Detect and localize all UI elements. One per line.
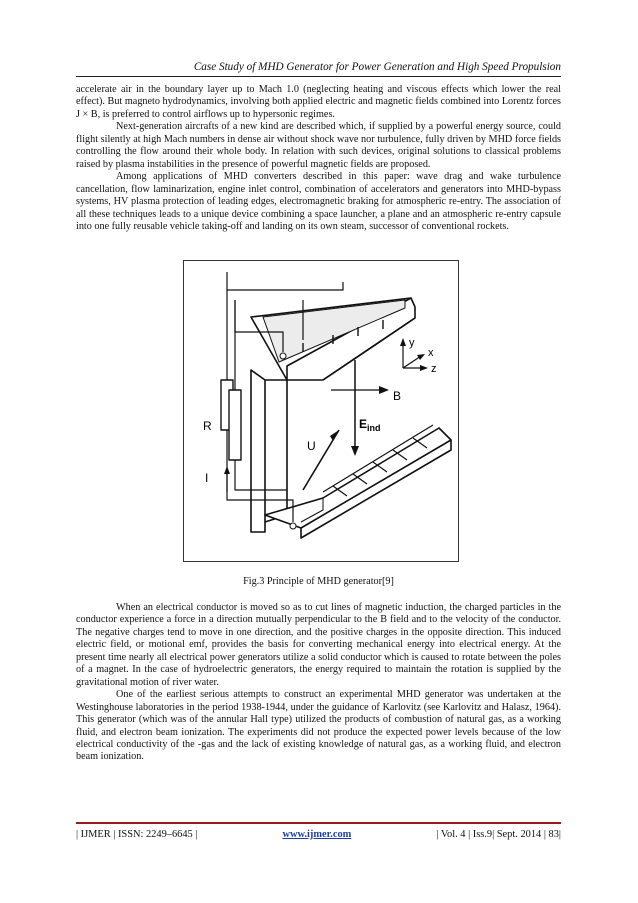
mhd-generator-diagram bbox=[183, 260, 459, 562]
paragraph: Among applications of MHD converters described in this paper: wave drag and wake turbulence cancellation, flow laminarization, engine inlet control, combination of accelerators and generators into MHD-bypass systems, HV plasma protection of leading edges, electromagnetic braking for atmospheric re-entry. The association of all these techniques leads to a unique device combining a space launcher, a plane and an atmospheric re-entry capsule into one fully reusable vehicle taking-off and landing on its own steam, successor of conventional rockets. bbox=[76, 171, 561, 232]
paragraph: Next-generation aircrafts of a new kind are described which, if supplied by a powerful energy source, could flight silently at high Mach numbers in dense air without shock wave nor turbulence, fully driven by MHD force fields controlling the flow around their whole body. In relation with such devices, original solutions to classical problems raised by plasma instabilities in the presence of powerful magnetic fields are proposed. bbox=[76, 121, 561, 170]
footer-rule bbox=[76, 822, 561, 824]
header-rule bbox=[76, 76, 561, 77]
figure-caption: Fig.3 Principle of MHD generator[9] bbox=[243, 576, 394, 587]
label-induced-field: $E_{ind}$ bbox=[359, 417, 381, 433]
label-velocity: U bbox=[307, 439, 316, 453]
mhd-generator-figure bbox=[183, 260, 459, 562]
label-axis-z: z bbox=[431, 363, 437, 375]
paragraph: When an electrical conductor is moved so as to cut lines of magnetic induction, the charged particles in the conductor experience a force in a direction mutually perpendicular to the B field and to the velocity of the conductor. The negative charges tend to move in one direction, and the positive charges in the opposite direction. This induced electric field, or motional emf, provides the basis for converting mechanical energy into electrical energy. At the present time nearly all electrical power generators utilize a solid conductor which is caused to rotate between the poles of a magnet. In the case of hydroelectric generators, the energy required to maintain the rotation is supplied by the gravitational motion of river water. bbox=[76, 602, 561, 688]
running-title: Case Study of MHD Generator for Power Generation and High Speed Propulsion bbox=[193, 61, 561, 73]
footer-issue: | Vol. 4 | Iss.9| Sept. 2014 | 83| bbox=[436, 829, 561, 840]
page-footer bbox=[76, 828, 561, 841]
body-text-top bbox=[76, 84, 561, 233]
body-text-bottom bbox=[76, 602, 561, 764]
footer-website-link[interactable]: www.ijmer.com bbox=[282, 829, 352, 840]
label-axis-x: x bbox=[428, 347, 434, 359]
label-current: I bbox=[205, 471, 209, 485]
label-axis-y: y bbox=[409, 337, 415, 349]
paragraph: One of the earliest serious attempts to construct an experimental MHD generator was undertaken at the Westinghouse laboratories in the period 1938-1944, under the guidance of Karlovitz (see Karlovitz and Halasz, 1964). This generator (which was of the annular Hall type) utilized the products of combustion of natural gas, as a working fluid, and electron beam ionization. The experiments did not produce the expected power levels because of the low electrical conductivity of the -gas and the lack of existing knowledge of natural gas, as a working fluid, and electron beam ionization. bbox=[76, 689, 561, 763]
footer-journal: | IJMER | ISSN: 2249–6645 | bbox=[76, 829, 198, 840]
label-magnetic-field: B bbox=[393, 389, 402, 403]
label-resistor: R bbox=[203, 419, 212, 433]
paragraph: accelerate air in the boundary layer up to Mach 1.0 (neglecting heating and viscous effects which lower the real effect). But magneto hydrodynamics, involving both applied electric and magnetic fields combined into Lorentz forces J × B, is preferred to control airflows up to hypersonic regimes. bbox=[76, 84, 561, 120]
